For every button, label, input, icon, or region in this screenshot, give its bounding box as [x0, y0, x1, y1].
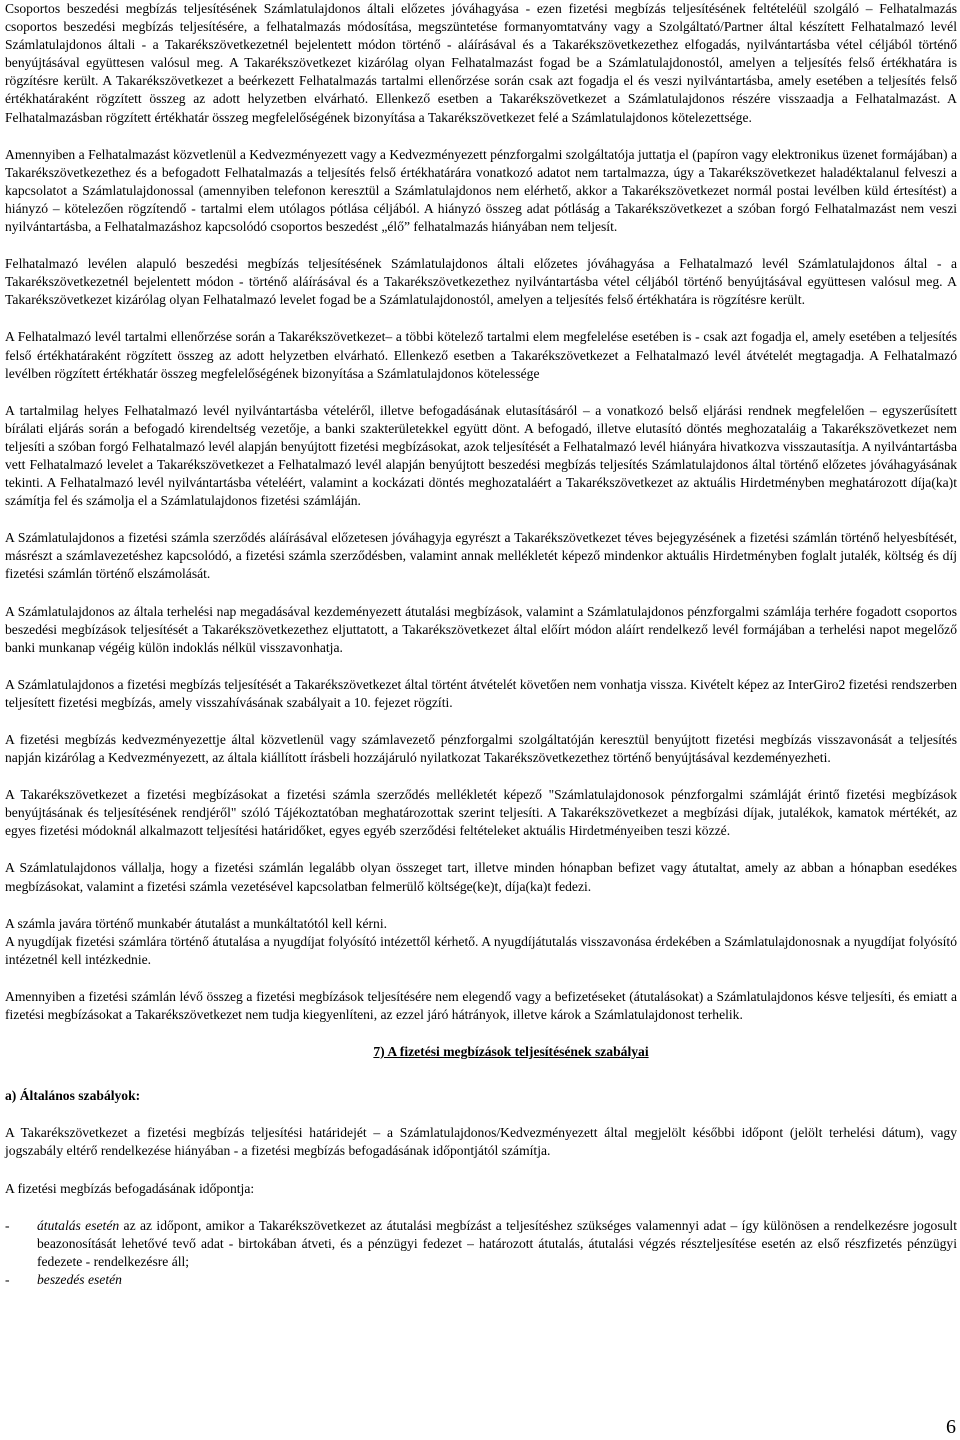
- paragraph: A Számlatulajdonos a fizetési számla szerződés aláírásával előzetesen jóváhagyja egyrészt a Takarékszövetkezet téves bejegyzésének a fizetési számlán történő helyesbítését, másrészt a számlavezetéshez kapcsolódó, a fizetési számla szerződésben, valamint annak mellékletét képező mindenkor aktuális Hirdetményben foglalt jutalék, költség és díj fizetési számlán történő elszámolását.: [5, 530, 957, 582]
- paragraph: A számla javára történő munkabér átutalást a munkáltatótól kell kérni.: [5, 915, 388, 931]
- paragraph: A Felhatalmazó levél tartalmi ellenőrzése során a Takarékszövetkezet– a többi kötelező tartalmi elem megfelelése esetében is - csak azt fogadja el, amely esetében a teljesítés felső értékhatáraként rögzített összeg az adott helyzetben elvárható. Ellenkező esetben a Takarékszövetkezet a Felhatalmazó levél átvételét megtagadja. A Felhatalmazó levélben rögzített értékhatár összeg megfelelőségének bizonyítása a Számlatulajdonos kötelessége: [5, 329, 957, 381]
- document-page: [5, 0, 957, 1289]
- list-bullet: -: [5, 1271, 10, 1287]
- list-item-term: átutalás esetén: [37, 1217, 120, 1233]
- paragraph: A nyugdíjak fizetési számlára történő átutalása a nyugdíjat folyósító intézettől kérhető. A nyugdíjátutalás visszavonása érdekében a Számlatulajdonosnak a nyugdíjat folyósító intézetnél kell intézkednie.: [5, 933, 957, 967]
- paragraph: A Számlatulajdonos az általa terhelési nap megadásával kezdeményezett átutalási megbízások, valamint a Számlatulajdonos pénzforgalmi számlája terhére fogadott csoportos beszedési megbízások teljesítését a Takarékszövetkezethez eljuttatott, a Takarékszövetkezet által előírt módon aláírt rendelkező levél formájában a terhelési napot megelőző banki munkanap végéig külön indoklás nélkül visszavonhatja.: [5, 603, 957, 655]
- list-item-body: [37, 1271, 957, 1289]
- list-bullet: -: [5, 1217, 10, 1233]
- section-title: 7) A fizetési megbízások teljesítésének szabályai: [373, 1044, 649, 1060]
- list-item-term: beszedés esetén: [37, 1271, 122, 1287]
- paragraph: A tartalmilag helyes Felhatalmazó levél nyilvántartásba vételéről, illetve befogadásának elutasításáról – a vonatkozó belső eljárási rendnek megfelelően – egyszerűsített bírálati eljárás során a befogadó kirendeltség vezetője, a banki szakterületekkel együtt dönt. A befogadó, illetve elutasító döntés meghozataláig a Takarékszövetkezet nem teljesíti a szóban forgó Felhatalmazó levél alapján benyújtott fizetési megbízásokat, azok teljesítését a Felhatalmazó levél hiányára hivatkozva visszautasítja. A nyilvántartásba vett Felhatalmazó levelet a Takarékszövetkezet a Felhatalmazó levél alapján benyújtott beszedési megbízás teljesítés Számlatulajdonos által történő előzetes jóváhagyásának tekinti. A Felhatalmazó levél nyilvántartásba vételéért, valamint a kockázati döntés meghozataláért a Takarékszövetkezet az aktuális Hirdetményben meghatározott díja(ka)t számítja fel és számolja el a Számlatulajdonos fizetési számláján.: [5, 402, 957, 509]
- paragraph: A Takarékszövetkezet a fizetési megbízás teljesítési határidejét – a Számlatulajdonos/Kedvezményezett által megjelölt későbbi időpont (jelölt terhelési dátum), vagy jogszabály eltérő rendelkezése hiányában - a fizetési megbízás befogadásának időpontjától számítja.: [5, 1125, 957, 1159]
- list-item-body: [37, 1217, 957, 1271]
- paragraph: Amennyiben a fizetési számlán lévő összeg a fizetési megbízások teljesítésére nem elegendő vagy a befizetéseket (átutalásokat) a Számlatulajdonos késve teljesíti, és emiatt a fizetési megbízásokat a Takarékszövetkezet nem tudja kiegyenlíteni, az ezzel járó hátrányok, illetve károk a Számlatulajdonost terhelik.: [5, 988, 957, 1023]
- paragraph: Amennyiben a Felhatalmazást közvetlenül a Kedvezményezett vagy a Kedvezményezett pénzforgalmi szolgáltatója juttatja el (papíron vagy elektronikus üzenet formájában) a Takarékszövetkezethez és a befogadott Felhatalmazás a teljesítés felső értékhatárára vonatkozó adatot nem tartalmazza, úgy a Takarékszövetkezet haladéktalanul felveszi a kapcsolatot a Számlatulajdonossal (amennyiben telefonon keresztül a Számlatulajdonos nem elérhető, akkor a Takarékszövetkezet normál postai levélben küld értesítést) a hiányzó – kötelezően rögzítendő - tartalmi elem utólagos pótlása céljából. A hiányzó összeg adat pótláság a Takarékszövetkezet a szóban forgó Felhatalmazást nem veszi nyilvántartásba, a Felhatalmazáshoz kapcsolódó csoportos beszedést „élő” felhatalmazás hiányában nem teljesít.: [5, 146, 957, 235]
- list-item-text: az az időpont, amikor a Takarékszövetkezet az átutalási megbízást a teljesítéshez szükséges valamennyi adat – így különösen a rendelkezésre jogosult beazonosítását lehetővé tevő adat - birtokában átveti, és a pénzügyi fedezet – határozott átutalás, átutalási végzés részteljesítése esetén az első részfizetés pénzügyi fedezete - rendelkezésre áll;: [37, 1217, 957, 1269]
- paragraph: A Takarékszövetkezet a fizetési megbízásokat a fizetési számla szerződés mellékletét képező "Számlatulajdonosok pénzforgalmi számláját érintő fizetési megbízások benyújtásának és teljesítésének rendjéről" szóló Tájékoztatóban meghatározottak szerint teljesíti. A Takarékszövetkezet a megbízási díjak, jutalékok, kamatok mértékét, az egyes fizetési módoknál alkalmazott teljesítési határidőket, egyes egyéb szerződési feltételeket aktuális Hirdetményeiben teszi közzé.: [5, 787, 957, 839]
- paragraph: A fizetési megbízás kedvezményezettje által közvetlenül vagy számlavezető pénzforgalmi szolgáltatóján keresztül benyújtott fizetési megbízás visszavonását a teljesítés napján kizárólag a Kedvezményezett, az általa kiállított írásbeli hozzájáruló nyilatkozat Takarékszövetkezethez történő benyújtásával kezdeményezheti.: [5, 732, 957, 766]
- page-number: 6: [946, 1416, 956, 1438]
- paragraph: A fizetési megbízás befogadásának időpontja:: [5, 1180, 255, 1196]
- subsection-title: a) Általános szabályok:: [5, 1088, 141, 1104]
- paragraph: Felhatalmazó levélen alapuló beszedési megbízás teljesítésének Számlatulajdonos általi előzetes jóváhagyása a Felhatalmazó levél Számlatulajdonos által - a Takarékszövetkezetnél bejelentett módon - történő aláírásával és a Takarékszövetkezethez nyilvántartásba vétel céljából történő benyújtásával együttesen valósul meg. A Takarékszövetkezet kizárólag olyan Felhatalmazó levelet fogad be a Számlatulajdonostól, amelyen a teljesítés felső értékhatára is rögzítésre került.: [5, 256, 957, 308]
- paragraph: Csoportos beszedési megbízás teljesítésének Számlatulajdonos általi előzetes jóváhagyása - ezen fizetési megbízás teljesítésének feltételéül szolgáló – Felhatalmazás csoportos beszedési megbízás teljesítésére, a felhatalmazás módosítása, megszüntetése formanyomtatvány vagy a Szolgáltató/Partner által készített Felhatalmazó levél Számlatulajdonos általi - a Takarékszövetkezetnél bejelentett módon történő - aláírásával és a Takarékszövetkezethez elfogadás, nyilvántartásba vétel céljából történő benyújtásával együttesen valósul meg. A Takarékszövetkezet kizárólag olyan Felhatalmazást fogad be a Számlatulajdonostól, amelyen a teljesítés felső értékhatára is rögzítésre került. A Takarékszövetkezet a beérkezett Felhatalmazás tartalmi ellenőrzése során csak azt fogadja el és veszi nyilvántartásba, amely esetében a teljesítés felső értékhatáraként rögzített összeg az adott helyzetben elvárható. Ellenkező esetben a Takarékszövetkezet a Számlatulajdonos részére visszaadja a Felhatalmazást. A Felhatalmazásban rögzített értékhatár összeg megfelelőségének bizonyítása a Takarékszövetkezet felé a Számlatulajdonos kötelezettsége.: [5, 1, 957, 125]
- list-item: [5, 1271, 957, 1289]
- list-item: [5, 1217, 957, 1271]
- paragraph: A Számlatulajdonos a fizetési megbízás teljesítését a Takarékszövetkezet által történt átvételét követően nem vonhatja vissza. Kivételt képez az InterGiro2 fizetési rendszerben teljesített fizetési megbízás, amely visszahívásának szabályait a 10. fejezet rögzíti.: [5, 676, 957, 710]
- paragraph: A Számlatulajdonos vállalja, hogy a fizetési számlán legalább olyan összeget tart, illetve minden hónapban befizet vagy átutaltat, amely az abban a hónapban esedékes megbízásokat, valamint a fizetési számla vezetésével kapcsolatban felmerülő költsége(ke)t, díja(ka)t fedezi.: [5, 860, 957, 894]
